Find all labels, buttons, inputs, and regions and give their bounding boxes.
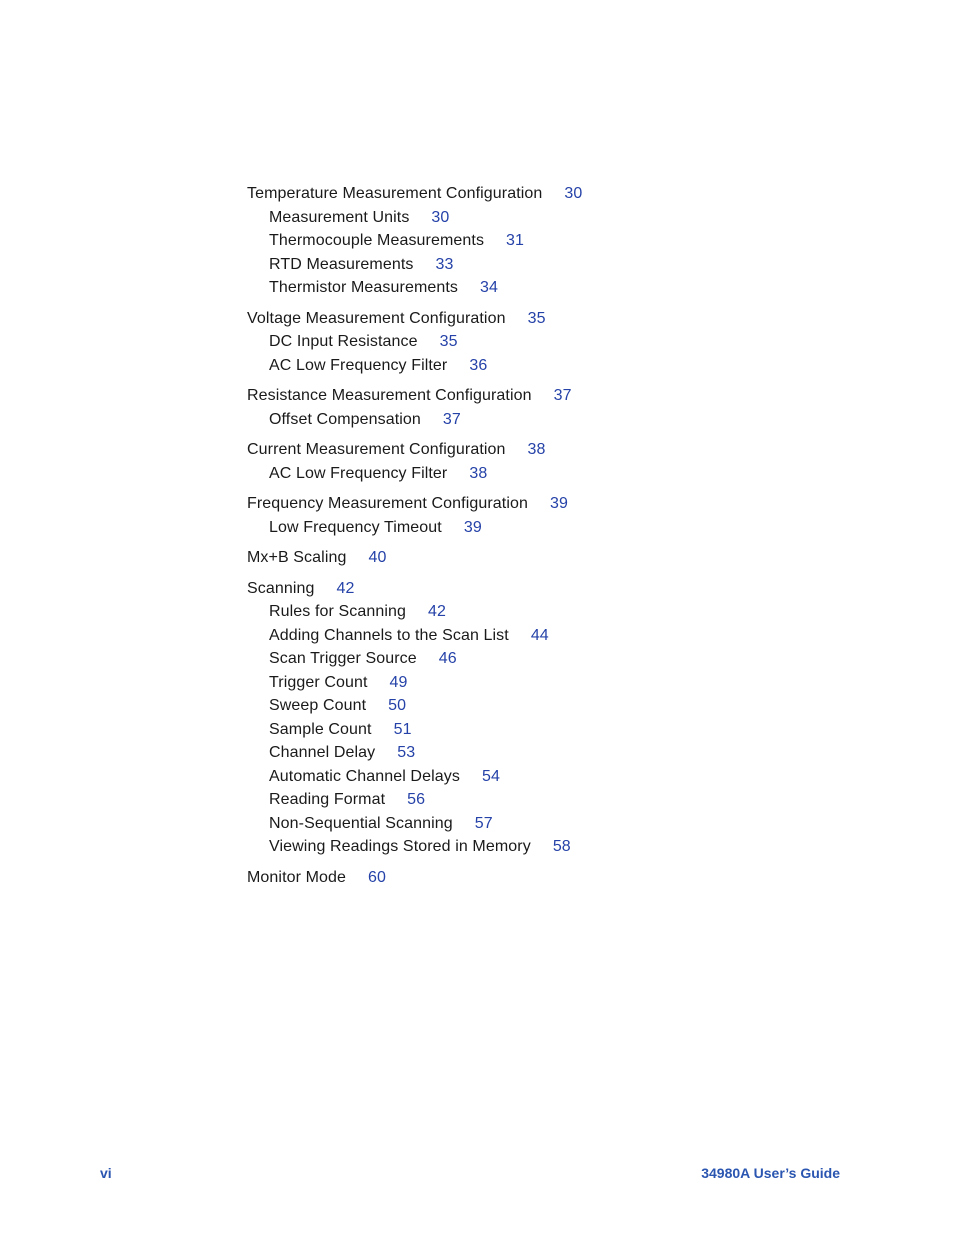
toc-page-link[interactable]: 60 [368,868,387,886]
toc-section [247,866,867,890]
toc-subentry [247,276,867,300]
toc-entry-title: Measurement Units [269,208,410,226]
toc-section [247,182,867,300]
toc-page-link[interactable]: 38 [469,464,488,482]
toc-entry-title: AC Low Frequency Filter [269,356,448,374]
toc-entry-title: AC Low Frequency Filter [269,464,448,482]
toc-page-link[interactable]: 40 [368,549,387,566]
toc-entry-title: Non-Sequential Scanning [269,814,453,832]
toc-page-link[interactable]: 33 [435,255,454,273]
toc-entry-title: Thermocouple Measurements [269,232,485,249]
toc-entry-title: Scan Trigger Source [269,650,417,667]
toc-subentry [247,229,867,253]
toc-entry-title: Adding Channels to the Scan List [269,626,509,644]
toc-page-link[interactable]: 37 [442,410,461,428]
toc-page-link[interactable]: 35 [527,309,546,327]
toc-page-link[interactable]: 46 [438,650,457,667]
toc-section [247,577,867,859]
toc-page-link[interactable]: 34 [480,279,499,296]
toc-page-link[interactable]: 39 [463,518,482,536]
toc-page-link[interactable]: 58 [552,838,571,855]
toc-page-link[interactable]: 54 [481,767,500,785]
toc-entry-title: Reading Format [269,791,386,808]
toc-entry-title: Low Frequency Timeout [269,518,442,536]
toc-entry [247,182,867,206]
toc-entry [247,546,867,570]
toc-entry-title: Viewing Readings Stored in Memory [269,838,531,855]
toc-section [247,384,867,431]
toc-entry-title: Voltage Measurement Configuration [247,309,506,327]
toc-entry-title: Monitor Mode [247,868,347,886]
toc-page-link[interactable]: 51 [393,720,412,738]
toc-section [247,492,867,539]
toc-subentry [247,647,867,671]
toc-entry [247,438,867,462]
toc-subentry [247,206,867,230]
toc-section [247,307,867,378]
toc-entry-title: Channel Delay [269,744,376,761]
toc-entry-title: RTD Measurements [269,255,414,273]
toc-entry-title: Frequency Measurement Configuration [247,495,528,512]
toc-page-link[interactable]: 53 [397,744,416,761]
toc-subentry [247,788,867,812]
toc-page-link[interactable]: 30 [431,208,450,226]
toc-entry-title: Mx+B Scaling [247,549,347,566]
toc-subentry [247,741,867,765]
toc-page-link[interactable]: 36 [469,356,488,374]
footer-page-number: vi [100,1165,112,1181]
toc-entry [247,384,867,408]
toc-section [247,546,867,570]
toc-subentry [247,516,867,540]
toc-page-link[interactable]: 30 [564,185,583,202]
toc-entry-title: Offset Compensation [269,410,421,428]
toc-subentry [247,600,867,624]
toc-subentry [247,330,867,354]
toc-entry-title: Sweep Count [269,697,367,714]
toc-entry [247,866,867,890]
toc-entry-title: Rules for Scanning [269,603,406,620]
toc-subentry [247,812,867,836]
toc-subentry [247,694,867,718]
toc-page-link[interactable]: 35 [439,333,458,350]
toc-entry-title: Trigger Count [269,673,368,691]
toc-subentry [247,624,867,648]
toc-page-link[interactable]: 44 [530,626,549,644]
toc-entry-title: Automatic Channel Delays [269,767,460,785]
toc-entry [247,492,867,516]
toc-page-link[interactable]: 37 [553,387,572,404]
toc-subentry [247,671,867,695]
toc-page-link[interactable]: 57 [474,814,493,832]
toc-subentry [247,462,867,486]
toc-subentry [247,718,867,742]
toc-page-link[interactable]: 38 [527,441,546,458]
toc-page-link[interactable]: 42 [336,579,355,597]
toc-entry [247,307,867,331]
toc-entry-title: Sample Count [269,720,372,738]
toc-entry [247,577,867,601]
footer-guide-title: 34980A User’s Guide [701,1165,840,1181]
toc-page-link[interactable]: 42 [428,603,446,620]
toc-subentry [247,354,867,378]
toc-entry-title: Temperature Measurement Configuration [247,185,543,202]
toc-page-link[interactable]: 50 [388,697,407,714]
toc-page-link[interactable]: 49 [389,673,408,691]
toc-entry-title: DC Input Resistance [269,333,418,350]
toc-section [247,438,867,485]
toc-entry-title: Resistance Measurement Configuration [247,387,532,404]
toc-subentry [247,765,867,789]
table-of-contents [247,182,867,896]
toc-entry-title: Current Measurement Configuration [247,441,506,458]
toc-page-link[interactable]: 56 [407,791,426,808]
toc-entry-title: Scanning [247,579,315,597]
toc-entry-title: Thermistor Measurements [269,279,459,296]
toc-page-link[interactable]: 31 [506,232,525,249]
toc-page-link[interactable]: 39 [549,495,568,512]
toc-subentry [247,408,867,432]
toc-subentry [247,835,867,859]
toc-subentry [247,253,867,277]
